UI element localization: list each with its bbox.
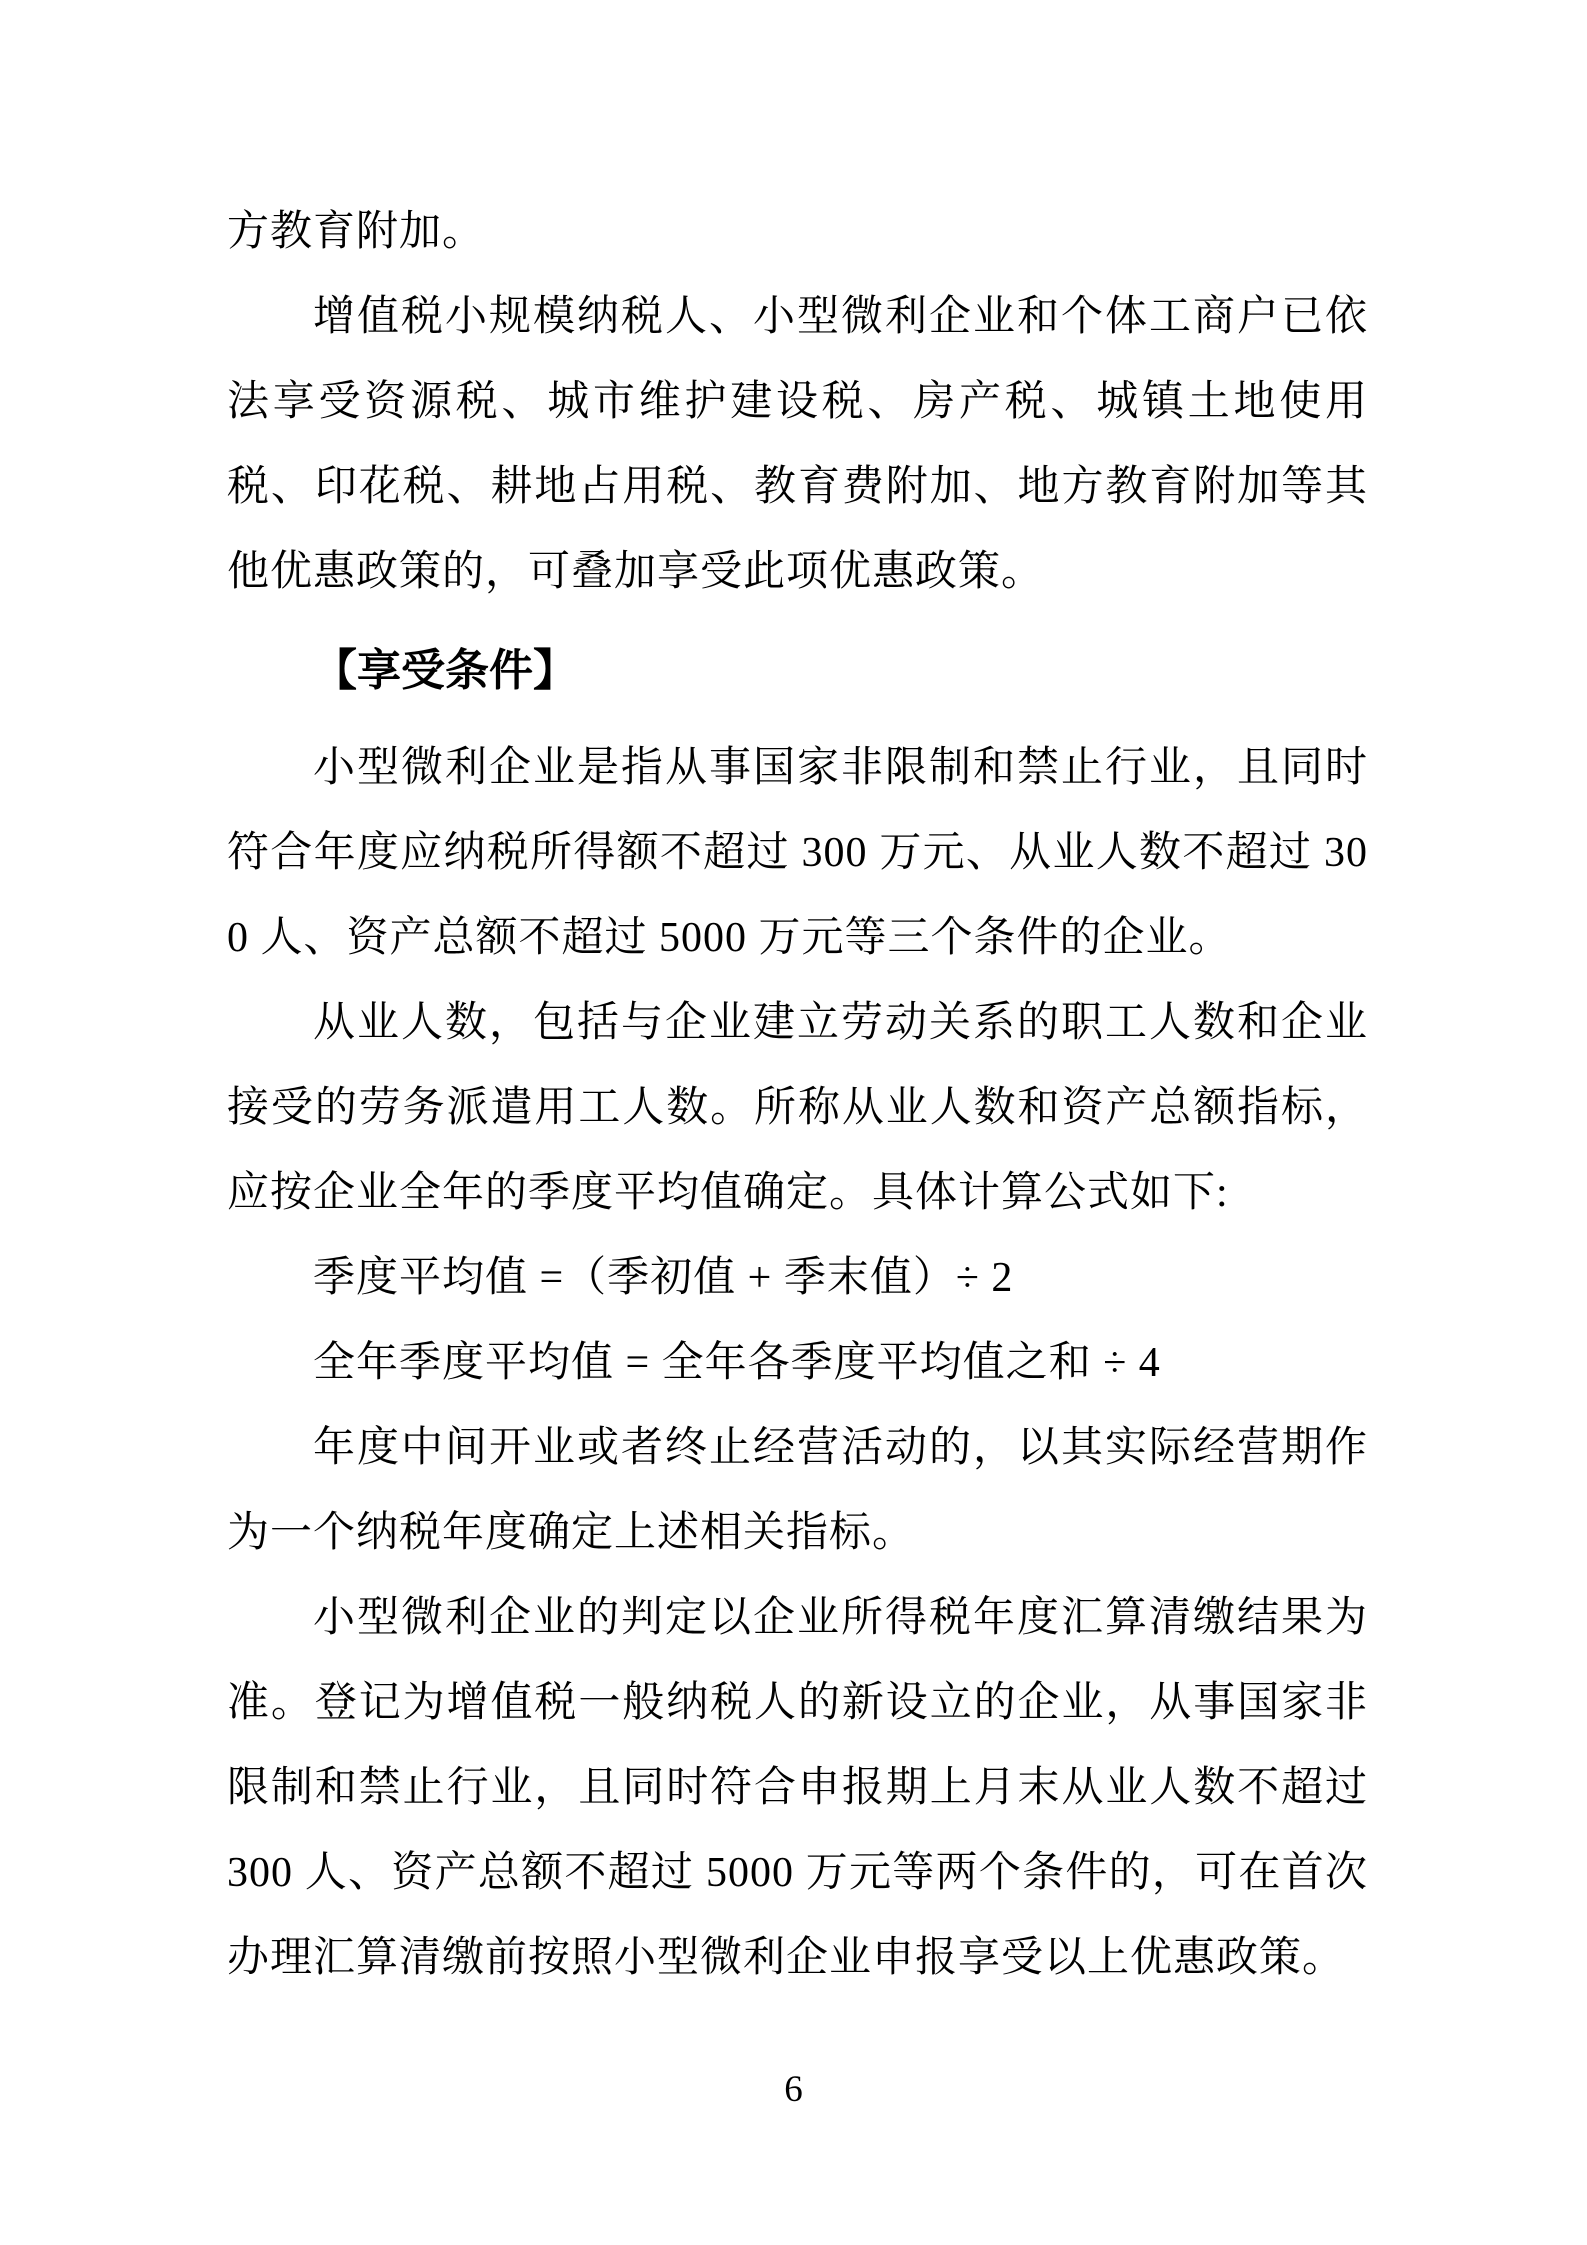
section-heading: 【享受条件】 bbox=[313, 646, 577, 695]
text-block bbox=[227, 190, 1368, 2001]
body-paragraph: 方教育附加。 bbox=[227, 209, 486, 255]
body-paragraph: 年度中间开业或者终止经营活动的，以其实际经营期作为一个纳税年度确定上述相关指标。 bbox=[227, 1425, 1368, 1556]
body-paragraph: 小型微利企业是指从事国家非限制和禁止行业，且同时符合年度应纳税所得额不超过 300 万元、从业人数不超过 300 人、资产总额不超过 5000 万元等三个条件的企业。 bbox=[227, 745, 1368, 961]
body-paragraph: 增值税小规模纳税人、小型微利企业和个体工商户已依法享受资源税、城市维护建设税、房产税、城镇土地使用税、印花税、耕地占用税、教育费附加、地方教育附加等其他优惠政策的，可叠加享受此项优惠政策。 bbox=[227, 294, 1368, 595]
formula-line: 全年季度平均值 = 全年各季度平均值之和 ÷ 4 bbox=[313, 1340, 1161, 1386]
body-paragraph: 小型微利企业的判定以企业所得税年度汇算清缴结果为准。登记为增值税一般纳税人的新设立的企业，从事国家非限制和禁止行业，且同时符合申报期上月末从业人数不超过 300 人、资产总额不超过 5000 万元等两个条件的，可在首次办理汇算清缴前按照小型微利企业申报享受以上优惠政策。 bbox=[227, 1595, 1368, 1981]
formula-line: 季度平均值 =（季初值 + 季末值）÷ 2 bbox=[313, 1255, 1014, 1301]
page-number: 6 bbox=[784, 2069, 803, 2110]
body-paragraph: 从业人数，包括与企业建立劳动关系的职工人数和企业接受的劳务派遣用工人数。所称从业人数和资产总额指标，应按企业全年的季度平均值确定。具体计算公式如下: bbox=[227, 1000, 1368, 1216]
